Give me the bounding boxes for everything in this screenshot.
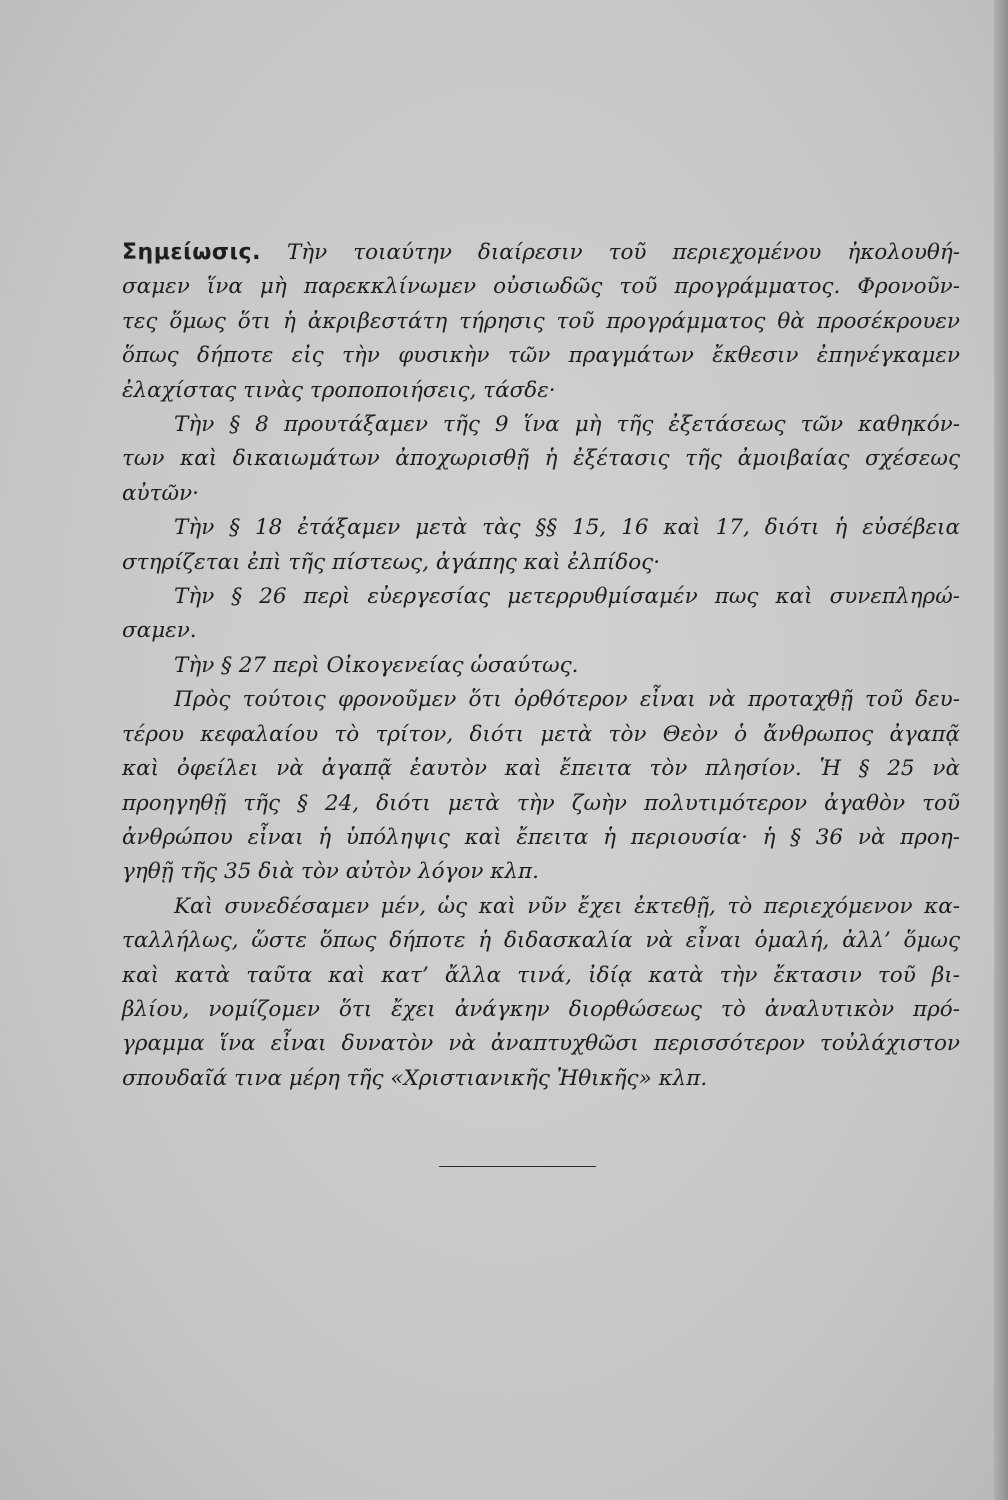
text-line: ἀνθρώπου εἶναι ἡ ὑπόληψις καὶ ἔπειτα ἡ περιουσία· ἡ § 36 νὰ προη- — [122, 824, 960, 850]
note-heading: Σημείωσις. — [122, 240, 261, 265]
text-line: Τὴν § 27 περὶ Οἰκογενείας ὡσαύτως. — [174, 652, 579, 678]
text-line: καὶ κατὰ ταῦτα καὶ κατ’ ἄλλα τινά, ἰδίᾳ κατὰ τὴν ἔκτασιν τοῦ βι- — [122, 962, 960, 988]
paragraph — [122, 580, 960, 649]
text-line: προηγηθῇ τῆς § 24, διότι μετὰ τὴν ζωὴν πολυτιμότερον ἀγαθὸν τοῦ — [122, 790, 960, 816]
paragraph — [122, 683, 960, 889]
text-line: Τὴν § 26 περὶ εὐεργεσίας μετερρυθμίσαμέν πως καὶ συνεπληρώ- — [174, 584, 960, 610]
text-line: γηθῇ τῆς 35 διὰ τὸν αὐτὸν λόγον κλπ. — [122, 859, 539, 885]
text-line: σαμεν ἵνα μὴ παρεκκλίνωμεν οὐσιωδῶς τοῦ προγράμματος. Φρονοῦν- — [122, 274, 960, 300]
text-line: Πρὸς τούτοις φρονοῦμεν ὅτι ὀρθότερον εἶναι νὰ προταχθῇ τοῦ δευ- — [174, 687, 960, 713]
text-line: γραμμα ἵνα εἶναι δυνατὸν νὰ ἀναπτυχθῶσι περισσότερον τοὐλάχιστον — [122, 1031, 960, 1057]
text-line: ὅπως δήποτε εἰς τὴν φυσικὴν τῶν πραγμάτων ἔκθεσιν ἐπηνέγκαμεν — [122, 343, 960, 369]
page-edge-shadow — [994, 0, 1008, 1500]
heading-line — [122, 236, 960, 270]
text-line: βλίου, νομίζομεν ὅτι ἔχει ἀνάγκην διορθώσεως τὸ ἀναλυτικὸν πρό- — [122, 996, 960, 1022]
text-line: Τὴν § 18 ἐτάξαμεν μετὰ τὰς §§ 15, 16 καὶ 17, διότι ἡ εὐσέβεια — [174, 515, 960, 541]
text-line: τες ὅμως ὅτι ἡ ἀκριβεστάτη τήρησις τοῦ προγράμματος θὰ προσέκρουεν — [122, 308, 960, 334]
paragraph — [122, 236, 960, 408]
note-body — [122, 236, 960, 1096]
text-line: στηρίζεται ἐπὶ τῆς πίστεως, ἀγάπης καὶ ἐλπίδος· — [122, 549, 661, 575]
text-line: καὶ ὀφείλει νὰ ἀγαπᾷ ἑαυτὸν καὶ ἔπειτα τὸν πλησίον. Ἡ § 25 νὰ — [122, 756, 960, 782]
text-line: Τὴν § 8 προυτάξαμεν τῆς 9 ἵνα μὴ τῆς ἐξετάσεως τῶν καθηκόν- — [174, 412, 960, 438]
paragraph — [122, 511, 960, 580]
text-line: ἐλαχίστας τινὰς τροποποιήσεις, τάσδε· — [122, 377, 556, 403]
text-line: Τὴν τοιαύτην διαίρεσιν τοῦ περιεχομένου ἠκολουθή- — [286, 240, 960, 265]
paragraph — [122, 408, 960, 511]
text-line: των καὶ δικαιωμάτων ἀποχωρισθῇ ἡ ἐξέτασις τῆς ἀμοιβαίας σχέσεως — [122, 446, 960, 472]
text-line: σαμεν. — [122, 618, 197, 644]
paragraph — [122, 890, 960, 1096]
text-line: σπουδαῖά τινα μέρη τῆς «Χριστιανικῆς Ἠθικῆς» κλπ. — [122, 1065, 708, 1091]
text-line: Καὶ συνεδέσαμεν μέν, ὡς καὶ νῦν ἔχει ἐκτεθῇ, τὸ περιεχόμενον κα- — [174, 893, 960, 919]
text-line: ταλλήλως, ὥστε ὅπως δήποτε ἡ διδασκαλία νὰ εἶναι ὁμαλή, ἀλλ’ ὅμως — [122, 928, 960, 954]
paragraph — [122, 649, 960, 683]
closing-rule — [439, 1166, 596, 1167]
text-line: τέρου κεφαλαίου τὸ τρίτον, διότι μετὰ τὸν Θεὸν ὁ ἄνθρωπος ἀγαπᾷ — [122, 721, 960, 747]
text-line: αὐτῶν· — [122, 480, 199, 506]
